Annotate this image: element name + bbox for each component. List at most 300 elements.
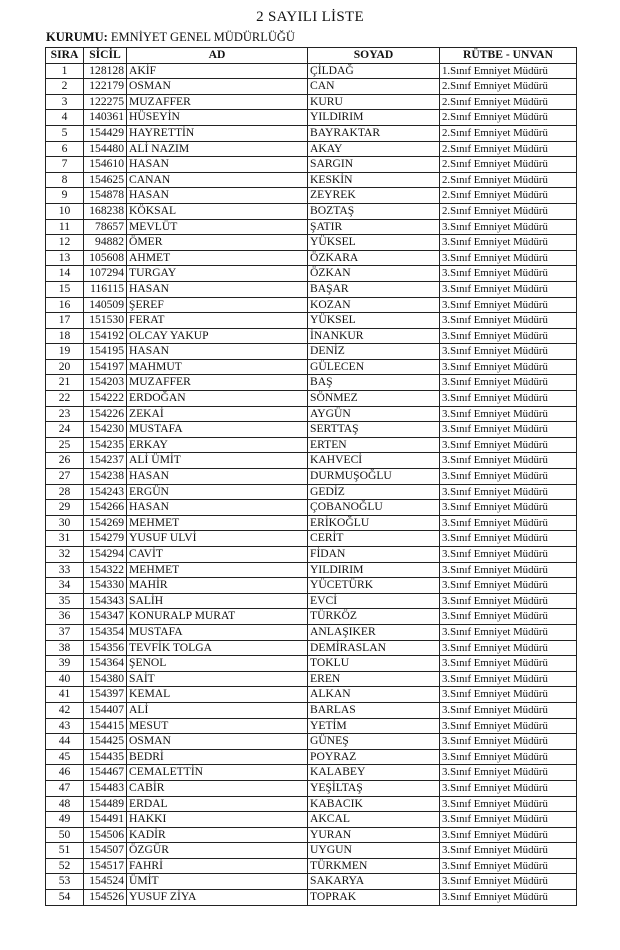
table-row — [46, 734, 577, 750]
cell-ad: ALİ ÜMİT — [127, 453, 308, 469]
cell-ad: ERGÜN — [127, 484, 308, 500]
cell-soyad: ALKAN — [308, 687, 440, 703]
cell-sira: 26 — [46, 453, 84, 469]
cell-soyad: SARGIN — [308, 157, 440, 173]
cell-rutbe: 3.Sınıf Emniyet Müdürü — [440, 484, 577, 500]
cell-soyad: SERTTAŞ — [308, 422, 440, 438]
cell-sira: 13 — [46, 250, 84, 266]
table-row — [46, 858, 577, 874]
cell-rutbe: 3.Sınıf Emniyet Müdürü — [440, 328, 577, 344]
cell-rutbe: 3.Sınıf Emniyet Müdürü — [440, 624, 577, 640]
table-row — [46, 172, 577, 188]
cell-sicil: 154356 — [84, 640, 127, 656]
cell-ad: ZEKAİ — [127, 406, 308, 422]
cell-sicil: 154517 — [84, 858, 127, 874]
cell-soyad: YILDIRIM — [308, 110, 440, 126]
table-row — [46, 266, 577, 282]
cell-ad: AHMET — [127, 250, 308, 266]
cell-sicil: 154415 — [84, 718, 127, 734]
list-title: 2 SAYILI LİSTE — [256, 9, 364, 25]
cell-sicil: 122179 — [84, 79, 127, 95]
table-row — [46, 749, 577, 765]
cell-rutbe: 3.Sınıf Emniyet Müdürü — [440, 734, 577, 750]
cell-sira: 19 — [46, 344, 84, 360]
cell-sicil: 107294 — [84, 266, 127, 282]
cell-sira: 51 — [46, 843, 84, 859]
cell-sicil: 78657 — [84, 219, 127, 235]
cell-ad: MEHMET — [127, 515, 308, 531]
cell-sicil: 154507 — [84, 843, 127, 859]
table-row — [46, 718, 577, 734]
cell-sira: 25 — [46, 437, 84, 453]
cell-rutbe: 2.Sınıf Emniyet Müdürü — [440, 94, 577, 110]
table-row — [46, 375, 577, 391]
cell-sira: 4 — [46, 110, 84, 126]
table-row — [46, 437, 577, 453]
cell-rutbe: 3.Sınıf Emniyet Müdürü — [440, 344, 577, 360]
cell-sira: 47 — [46, 780, 84, 796]
institution-line — [46, 30, 295, 45]
cell-sira: 24 — [46, 422, 84, 438]
cell-ad: KONURALP MURAT — [127, 609, 308, 625]
cell-ad: KÖKSAL — [127, 203, 308, 219]
table-row — [46, 235, 577, 251]
table-row — [46, 593, 577, 609]
cell-soyad: POYRAZ — [308, 749, 440, 765]
cell-ad: ÜMİT — [127, 874, 308, 890]
cell-sira: 12 — [46, 235, 84, 251]
cell-rutbe: 2.Sınıf Emniyet Müdürü — [440, 141, 577, 157]
cell-sira: 50 — [46, 827, 84, 843]
table-row — [46, 843, 577, 859]
cell-soyad: BAŞ — [308, 375, 440, 391]
cell-sicil: 154397 — [84, 687, 127, 703]
cell-sira: 31 — [46, 531, 84, 547]
cell-soyad: ÖZKARA — [308, 250, 440, 266]
cell-sira: 23 — [46, 406, 84, 422]
cell-sicil: 154203 — [84, 375, 127, 391]
table-row — [46, 359, 577, 375]
cell-soyad: YEŞİLTAŞ — [308, 780, 440, 796]
cell-sicil: 154238 — [84, 469, 127, 485]
cell-ad: TURGAY — [127, 266, 308, 282]
table-row — [46, 422, 577, 438]
cell-sira: 14 — [46, 266, 84, 282]
table-row — [46, 63, 577, 79]
cell-soyad: AKCAL — [308, 812, 440, 828]
cell-soyad: KESKİN — [308, 172, 440, 188]
cell-sira: 29 — [46, 500, 84, 516]
cell-sira: 37 — [46, 624, 84, 640]
table-row — [46, 562, 577, 578]
cell-sira: 30 — [46, 515, 84, 531]
cell-soyad: GÜNEŞ — [308, 734, 440, 750]
cell-ad: OSMAN — [127, 734, 308, 750]
table-row — [46, 110, 577, 126]
cell-rutbe: 3.Sınıf Emniyet Müdürü — [440, 562, 577, 578]
cell-ad: HASAN — [127, 281, 308, 297]
cell-ad: CABİR — [127, 780, 308, 796]
table-row — [46, 313, 577, 329]
cell-soyad: YÜKSEL — [308, 235, 440, 251]
cell-sira: 15 — [46, 281, 84, 297]
cell-soyad: BAŞAR — [308, 281, 440, 297]
cell-rutbe: 3.Sınıf Emniyet Müdürü — [440, 749, 577, 765]
cell-ad: CEMALETTİN — [127, 765, 308, 781]
cell-ad: SALİH — [127, 593, 308, 609]
cell-rutbe: 3.Sınıf Emniyet Müdürü — [440, 593, 577, 609]
cell-rutbe: 2.Sınıf Emniyet Müdürü — [440, 110, 577, 126]
cell-ad: TEVFİK TOLGA — [127, 640, 308, 656]
cell-sira: 44 — [46, 734, 84, 750]
cell-ad: FAHRİ — [127, 858, 308, 874]
cell-rutbe: 1.Sınıf Emniyet Müdürü — [440, 63, 577, 79]
cell-sira: 3 — [46, 94, 84, 110]
cell-sira: 21 — [46, 375, 84, 391]
cell-soyad: ŞATIR — [308, 219, 440, 235]
table-row — [46, 297, 577, 313]
cell-rutbe: 3.Sınıf Emniyet Müdürü — [440, 453, 577, 469]
cell-rutbe: 3.Sınıf Emniyet Müdürü — [440, 578, 577, 594]
cell-ad: MEHMET — [127, 562, 308, 578]
table-row — [46, 531, 577, 547]
cell-ad: ALİ — [127, 702, 308, 718]
table-row — [46, 141, 577, 157]
cell-sicil: 154192 — [84, 328, 127, 344]
cell-sira: 6 — [46, 141, 84, 157]
table-row — [46, 484, 577, 500]
cell-soyad: KALABEY — [308, 765, 440, 781]
cell-ad: ŞEREF — [127, 297, 308, 313]
cell-sicil: 154524 — [84, 874, 127, 890]
cell-sira: 7 — [46, 157, 84, 173]
table-row — [46, 469, 577, 485]
cell-sira: 18 — [46, 328, 84, 344]
cell-ad: KADİR — [127, 827, 308, 843]
cell-rutbe: 3.Sınıf Emniyet Müdürü — [440, 718, 577, 734]
cell-sira: 8 — [46, 172, 84, 188]
cell-rutbe: 3.Sınıf Emniyet Müdürü — [440, 313, 577, 329]
cell-rutbe: 3.Sınıf Emniyet Müdürü — [440, 515, 577, 531]
table-body — [46, 63, 577, 905]
cell-rutbe: 3.Sınıf Emniyet Müdürü — [440, 858, 577, 874]
table-row — [46, 203, 577, 219]
cell-rutbe: 3.Sınıf Emniyet Müdürü — [440, 531, 577, 547]
cell-sicil: 122275 — [84, 94, 127, 110]
cell-soyad: BOZTAŞ — [308, 203, 440, 219]
cell-sicil: 154294 — [84, 547, 127, 563]
table-row — [46, 656, 577, 672]
cell-ad: MUZAFFER — [127, 375, 308, 391]
cell-soyad: KOZAN — [308, 297, 440, 313]
cell-rutbe: 3.Sınıf Emniyet Müdürü — [440, 687, 577, 703]
cell-sira: 9 — [46, 188, 84, 204]
table-row — [46, 874, 577, 890]
cell-rutbe: 3.Sınıf Emniyet Müdürü — [440, 827, 577, 843]
cell-sira: 46 — [46, 765, 84, 781]
cell-sira: 43 — [46, 718, 84, 734]
cell-soyad: ANLAŞIKER — [308, 624, 440, 640]
cell-rutbe: 3.Sınıf Emniyet Müdürü — [440, 406, 577, 422]
table-row — [46, 624, 577, 640]
table-row — [46, 328, 577, 344]
cell-ad: CAVİT — [127, 547, 308, 563]
cell-soyad: YILDIRIM — [308, 562, 440, 578]
cell-rutbe: 3.Sınıf Emniyet Müdürü — [440, 391, 577, 407]
cell-sira: 11 — [46, 219, 84, 235]
cell-sicil: 154364 — [84, 656, 127, 672]
cell-sira: 32 — [46, 547, 84, 563]
cell-sicil: 154330 — [84, 578, 127, 594]
column-header-rutbe: RÜTBE - UNVAN — [440, 48, 577, 64]
cell-rutbe: 2.Sınıf Emniyet Müdürü — [440, 79, 577, 95]
column-header-ad: AD — [127, 48, 308, 64]
cell-ad: HASAN — [127, 344, 308, 360]
cell-sicil: 154266 — [84, 500, 127, 516]
table-row — [46, 796, 577, 812]
cell-ad: YUSUF ULVİ — [127, 531, 308, 547]
cell-soyad: DEMİRASLAN — [308, 640, 440, 656]
cell-ad: OLCAY YAKUP — [127, 328, 308, 344]
table-row — [46, 500, 577, 516]
cell-rutbe: 3.Sınıf Emniyet Müdürü — [440, 780, 577, 796]
cell-soyad: KURU — [308, 94, 440, 110]
cell-sicil: 154222 — [84, 391, 127, 407]
cell-soyad: SAKARYA — [308, 874, 440, 890]
table-row — [46, 609, 577, 625]
cell-ad: MESUT — [127, 718, 308, 734]
cell-rutbe: 2.Sınıf Emniyet Müdürü — [440, 172, 577, 188]
cell-rutbe: 3.Sınıf Emniyet Müdürü — [440, 547, 577, 563]
table-row — [46, 702, 577, 718]
cell-sicil: 140361 — [84, 110, 127, 126]
cell-ad: HAKKI — [127, 812, 308, 828]
cell-sicil: 154425 — [84, 734, 127, 750]
cell-sicil: 168238 — [84, 203, 127, 219]
cell-sira: 54 — [46, 890, 84, 906]
cell-ad: ÖMER — [127, 235, 308, 251]
cell-sira: 52 — [46, 858, 84, 874]
cell-sira: 17 — [46, 313, 84, 329]
cell-sira: 35 — [46, 593, 84, 609]
cell-soyad: UYGUN — [308, 843, 440, 859]
cell-soyad: SÖNMEZ — [308, 391, 440, 407]
cell-ad: ÖZGÜR — [127, 843, 308, 859]
cell-rutbe: 3.Sınıf Emniyet Müdürü — [440, 250, 577, 266]
cell-sicil: 154467 — [84, 765, 127, 781]
cell-ad: MAHMUT — [127, 359, 308, 375]
cell-ad: MEVLÜT — [127, 219, 308, 235]
cell-soyad: ÖZKAN — [308, 266, 440, 282]
cell-sicil: 154610 — [84, 157, 127, 173]
cell-sicil: 154269 — [84, 515, 127, 531]
cell-rutbe: 2.Sınıf Emniyet Müdürü — [440, 188, 577, 204]
table-row — [46, 125, 577, 141]
cell-sicil: 154322 — [84, 562, 127, 578]
cell-rutbe: 2.Sınıf Emniyet Müdürü — [440, 157, 577, 173]
cell-soyad: İNANKUR — [308, 328, 440, 344]
table-row — [46, 406, 577, 422]
cell-sicil: 154380 — [84, 671, 127, 687]
cell-ad: MUZAFFER — [127, 94, 308, 110]
table-row — [46, 94, 577, 110]
cell-rutbe: 3.Sınıf Emniyet Müdürü — [440, 890, 577, 906]
cell-sicil: 154230 — [84, 422, 127, 438]
cell-ad: ERDAL — [127, 796, 308, 812]
cell-sicil: 154526 — [84, 890, 127, 906]
cell-sira: 39 — [46, 656, 84, 672]
cell-soyad: TÜRKMEN — [308, 858, 440, 874]
cell-soyad: GEDİZ — [308, 484, 440, 500]
table-row — [46, 391, 577, 407]
table-row — [46, 344, 577, 360]
cell-rutbe: 3.Sınıf Emniyet Müdürü — [440, 843, 577, 859]
cell-sira: 34 — [46, 578, 84, 594]
cell-sira: 53 — [46, 874, 84, 890]
cell-rutbe: 3.Sınıf Emniyet Müdürü — [440, 702, 577, 718]
cell-rutbe: 3.Sınıf Emniyet Müdürü — [440, 281, 577, 297]
cell-soyad: YURAN — [308, 827, 440, 843]
cell-rutbe: 3.Sınıf Emniyet Müdürü — [440, 609, 577, 625]
column-header-soyad: SOYAD — [308, 48, 440, 64]
table-row — [46, 812, 577, 828]
cell-rutbe: 3.Sınıf Emniyet Müdürü — [440, 812, 577, 828]
cell-soyad: ÇOBANOĞLU — [308, 500, 440, 516]
cell-sira: 20 — [46, 359, 84, 375]
cell-soyad: ERTEN — [308, 437, 440, 453]
cell-sicil: 154237 — [84, 453, 127, 469]
table-row — [46, 250, 577, 266]
cell-rutbe: 3.Sınıf Emniyet Müdürü — [440, 235, 577, 251]
cell-ad: MUSTAFA — [127, 422, 308, 438]
cell-sicil: 154226 — [84, 406, 127, 422]
cell-sira: 22 — [46, 391, 84, 407]
table-row — [46, 890, 577, 906]
cell-soyad: ERİKOĞLU — [308, 515, 440, 531]
cell-rutbe: 3.Sınıf Emniyet Müdürü — [440, 469, 577, 485]
cell-ad: YUSUF ZİYA — [127, 890, 308, 906]
table-row — [46, 671, 577, 687]
cell-sicil: 154435 — [84, 749, 127, 765]
cell-soyad: FİDAN — [308, 547, 440, 563]
cell-sicil: 116115 — [84, 281, 127, 297]
table-row — [46, 515, 577, 531]
cell-soyad: DENİZ — [308, 344, 440, 360]
table-row — [46, 281, 577, 297]
table-row — [46, 687, 577, 703]
cell-soyad: TOKLU — [308, 656, 440, 672]
cell-soyad: YETİM — [308, 718, 440, 734]
cell-ad: HASAN — [127, 157, 308, 173]
cell-rutbe: 3.Sınıf Emniyet Müdürü — [440, 640, 577, 656]
cell-rutbe: 2.Sınıf Emniyet Müdürü — [440, 203, 577, 219]
cell-sicil: 154407 — [84, 702, 127, 718]
cell-ad: OSMAN — [127, 79, 308, 95]
cell-sicil: 154343 — [84, 593, 127, 609]
cell-sicil: 154354 — [84, 624, 127, 640]
table-row — [46, 157, 577, 173]
table-row — [46, 640, 577, 656]
cell-ad: ALİ NAZIM — [127, 141, 308, 157]
cell-soyad: AYGÜN — [308, 406, 440, 422]
cell-ad: HAYRETTİN — [127, 125, 308, 141]
cell-sicil: 154429 — [84, 125, 127, 141]
table-row — [46, 188, 577, 204]
cell-soyad: TÜRKÖZ — [308, 609, 440, 625]
cell-sicil: 154347 — [84, 609, 127, 625]
cell-soyad: KABACIK — [308, 796, 440, 812]
cell-sicil: 154483 — [84, 780, 127, 796]
cell-rutbe: 3.Sınıf Emniyet Müdürü — [440, 375, 577, 391]
cell-ad: HASAN — [127, 188, 308, 204]
cell-ad: KEMAL — [127, 687, 308, 703]
cell-sicil: 154489 — [84, 796, 127, 812]
table-row — [46, 219, 577, 235]
cell-sicil: 154197 — [84, 359, 127, 375]
cell-rutbe: 3.Sınıf Emniyet Müdürü — [440, 656, 577, 672]
table-row — [46, 79, 577, 95]
cell-ad: ERDOĞAN — [127, 391, 308, 407]
cell-sira: 28 — [46, 484, 84, 500]
cell-rutbe: 3.Sınıf Emniyet Müdürü — [440, 297, 577, 313]
cell-ad: HASAN — [127, 500, 308, 516]
table-row — [46, 453, 577, 469]
cell-ad: FERAT — [127, 313, 308, 329]
cell-sira: 48 — [46, 796, 84, 812]
cell-ad: ŞENOL — [127, 656, 308, 672]
cell-sira: 27 — [46, 469, 84, 485]
table-row — [46, 827, 577, 843]
cell-sicil: 154195 — [84, 344, 127, 360]
cell-sira: 45 — [46, 749, 84, 765]
cell-sira: 49 — [46, 812, 84, 828]
cell-sicil: 128128 — [84, 63, 127, 79]
table-row — [46, 780, 577, 796]
cell-soyad: ÇİLDAĞ — [308, 63, 440, 79]
cell-sicil: 151530 — [84, 313, 127, 329]
cell-sicil: 140509 — [84, 297, 127, 313]
cell-soyad: TOPRAK — [308, 890, 440, 906]
cell-soyad: EREN — [308, 671, 440, 687]
cell-sicil: 154243 — [84, 484, 127, 500]
column-header-sira: SIRA — [46, 48, 84, 64]
cell-sicil: 154878 — [84, 188, 127, 204]
cell-ad: HASAN — [127, 469, 308, 485]
cell-rutbe: 2.Sınıf Emniyet Müdürü — [440, 125, 577, 141]
cell-sira: 16 — [46, 297, 84, 313]
cell-ad: ERKAY — [127, 437, 308, 453]
table-header-row — [46, 48, 577, 64]
cell-rutbe: 3.Sınıf Emniyet Müdürü — [440, 359, 577, 375]
cell-ad: BEDRİ — [127, 749, 308, 765]
cell-sira: 36 — [46, 609, 84, 625]
cell-ad: AKİF — [127, 63, 308, 79]
cell-soyad: AKAY — [308, 141, 440, 157]
cell-soyad: CAN — [308, 79, 440, 95]
cell-rutbe: 3.Sınıf Emniyet Müdürü — [440, 422, 577, 438]
cell-sira: 41 — [46, 687, 84, 703]
cell-rutbe: 3.Sınıf Emniyet Müdürü — [440, 266, 577, 282]
table-row — [46, 578, 577, 594]
cell-sicil: 154491 — [84, 812, 127, 828]
cell-sicil: 94882 — [84, 235, 127, 251]
cell-sicil: 154625 — [84, 172, 127, 188]
cell-sira: 42 — [46, 702, 84, 718]
cell-ad: SAİT — [127, 671, 308, 687]
cell-soyad: ZEYREK — [308, 188, 440, 204]
cell-sicil: 105608 — [84, 250, 127, 266]
cell-sicil: 154279 — [84, 531, 127, 547]
